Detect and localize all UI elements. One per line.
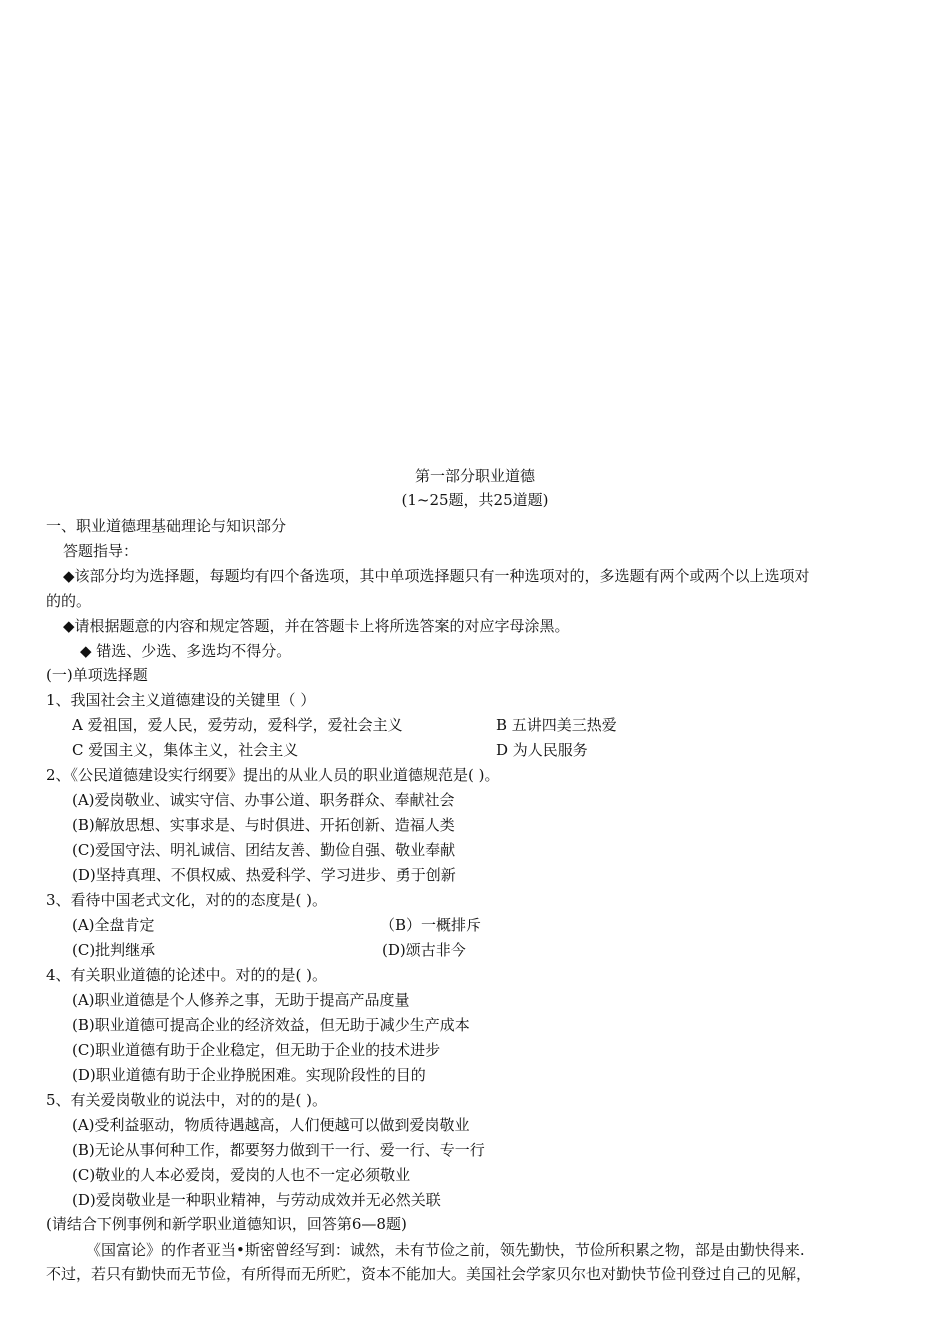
question-option: (A)受利益驱动，物质待遇越高，人们便越可以做到爱岗敬业 — [72, 1116, 470, 1134]
subsection-heading: (一)单项选择题 — [46, 666, 148, 684]
question-option: (A)全盘肯定 — [72, 916, 155, 934]
question-option: (D)爱岗敬业是一种职业精神，与劳动成效并无必然关联 — [72, 1191, 441, 1209]
question-stem: 4、有关职业道德的论述中。对的的是( )。 — [46, 966, 328, 984]
guide-bullet-2: ◆请根据题意的内容和规定答题，并在答题卡上将所选答案的对应字母涂黑。 — [63, 617, 570, 635]
question-stem: 3、看待中国老式文化，对的的态度是( )。 — [46, 891, 328, 909]
question-option: (A)职业道德是个人修养之事，无助于提高产品度量 — [72, 991, 410, 1009]
question-option: （B）一概排斥 — [380, 916, 482, 934]
question-option: (B)无论从事何种工作，都要努力做到干一行、爱一行、专一行 — [72, 1141, 485, 1159]
question-option: (C)职业道德有助于企业稳定，但无助于企业的技术进步 — [72, 1041, 441, 1059]
question-option: A 爱祖国，爱人民，爱劳动，爱科学，爱社会主义 — [72, 716, 403, 734]
question-option: (C)敬业的人本必爱岗，爱岗的人也不一定必须敬业 — [72, 1166, 411, 1184]
question-option: C 爱国主义，集体主义，社会主义 — [72, 741, 299, 759]
question-option: B 五讲四美三热爱 — [496, 716, 617, 734]
case-intro: (请结合下例事例和新学职业道德知识，回答第6—8题) — [46, 1215, 407, 1233]
question-option: (B)解放思想、实事求是、与时俱进、开拓创新、造福人类 — [72, 816, 455, 834]
question-option: (A)爱岗敬业、诚实守信、办事公道、职务群众、奉献社会 — [72, 791, 455, 809]
question-option: (D)颂古非今 — [382, 941, 466, 959]
question-stem: 2、《公民道德建设实行纲要》提出的从业人员的职业道德规范是( )。 — [46, 766, 500, 784]
guide-bullet-3: ◆ 错选、少选、多选均不得分。 — [80, 642, 292, 660]
guide-label: 答题指导： — [63, 542, 139, 560]
section-heading: 一、职业道德理基础理论与知识部分 — [46, 517, 287, 535]
question-option: (C)爱国守法、明礼诚信、团结友善、勤俭自强、敬业奉献 — [72, 841, 456, 859]
guide-bullet-1-continued: 的的。 — [46, 592, 92, 610]
guide-bullet-1: ◆该部分均为选择题，每题均有四个备选项，其中单项选择题只有一种选项对的，多选题有两个或两个以上选项对 — [63, 567, 810, 585]
case-paragraph-line: 《国富论》的作者亚当•斯密曾经写到：诚然，未有节俭之前，领先勤快，节俭所积累之物，部是由勤快得来. — [86, 1241, 805, 1259]
question-option: (D)职业道德有助于企业挣脱困难。实现阶段性的目的 — [72, 1066, 426, 1084]
question-option: (D)坚持真理、不俱权威、热爱科学、学习进步、勇于创新 — [72, 866, 456, 884]
page-subtitle: (1~25题，共25道题) — [401, 491, 549, 509]
case-paragraph-line: 不过，若只有勤快而无节俭，有所得而无所贮，资本不能加大。美国社会学家贝尔也对勤快节俭刊登过自己的见解， — [46, 1265, 812, 1283]
question-option: (B)职业道德可提高企业的经济效益，但无助于减少生产成本 — [72, 1016, 470, 1034]
question-stem: 1、我国社会主义道德建设的关键里（ ） — [46, 691, 316, 709]
question-option: D 为人民服务 — [496, 741, 588, 759]
page-title: 第一部分职业道德 — [414, 467, 535, 485]
question-option: (C)批判继承 — [72, 941, 156, 959]
question-stem: 5、有关爱岗敬业的说法中，对的的是( )。 — [46, 1091, 328, 1109]
